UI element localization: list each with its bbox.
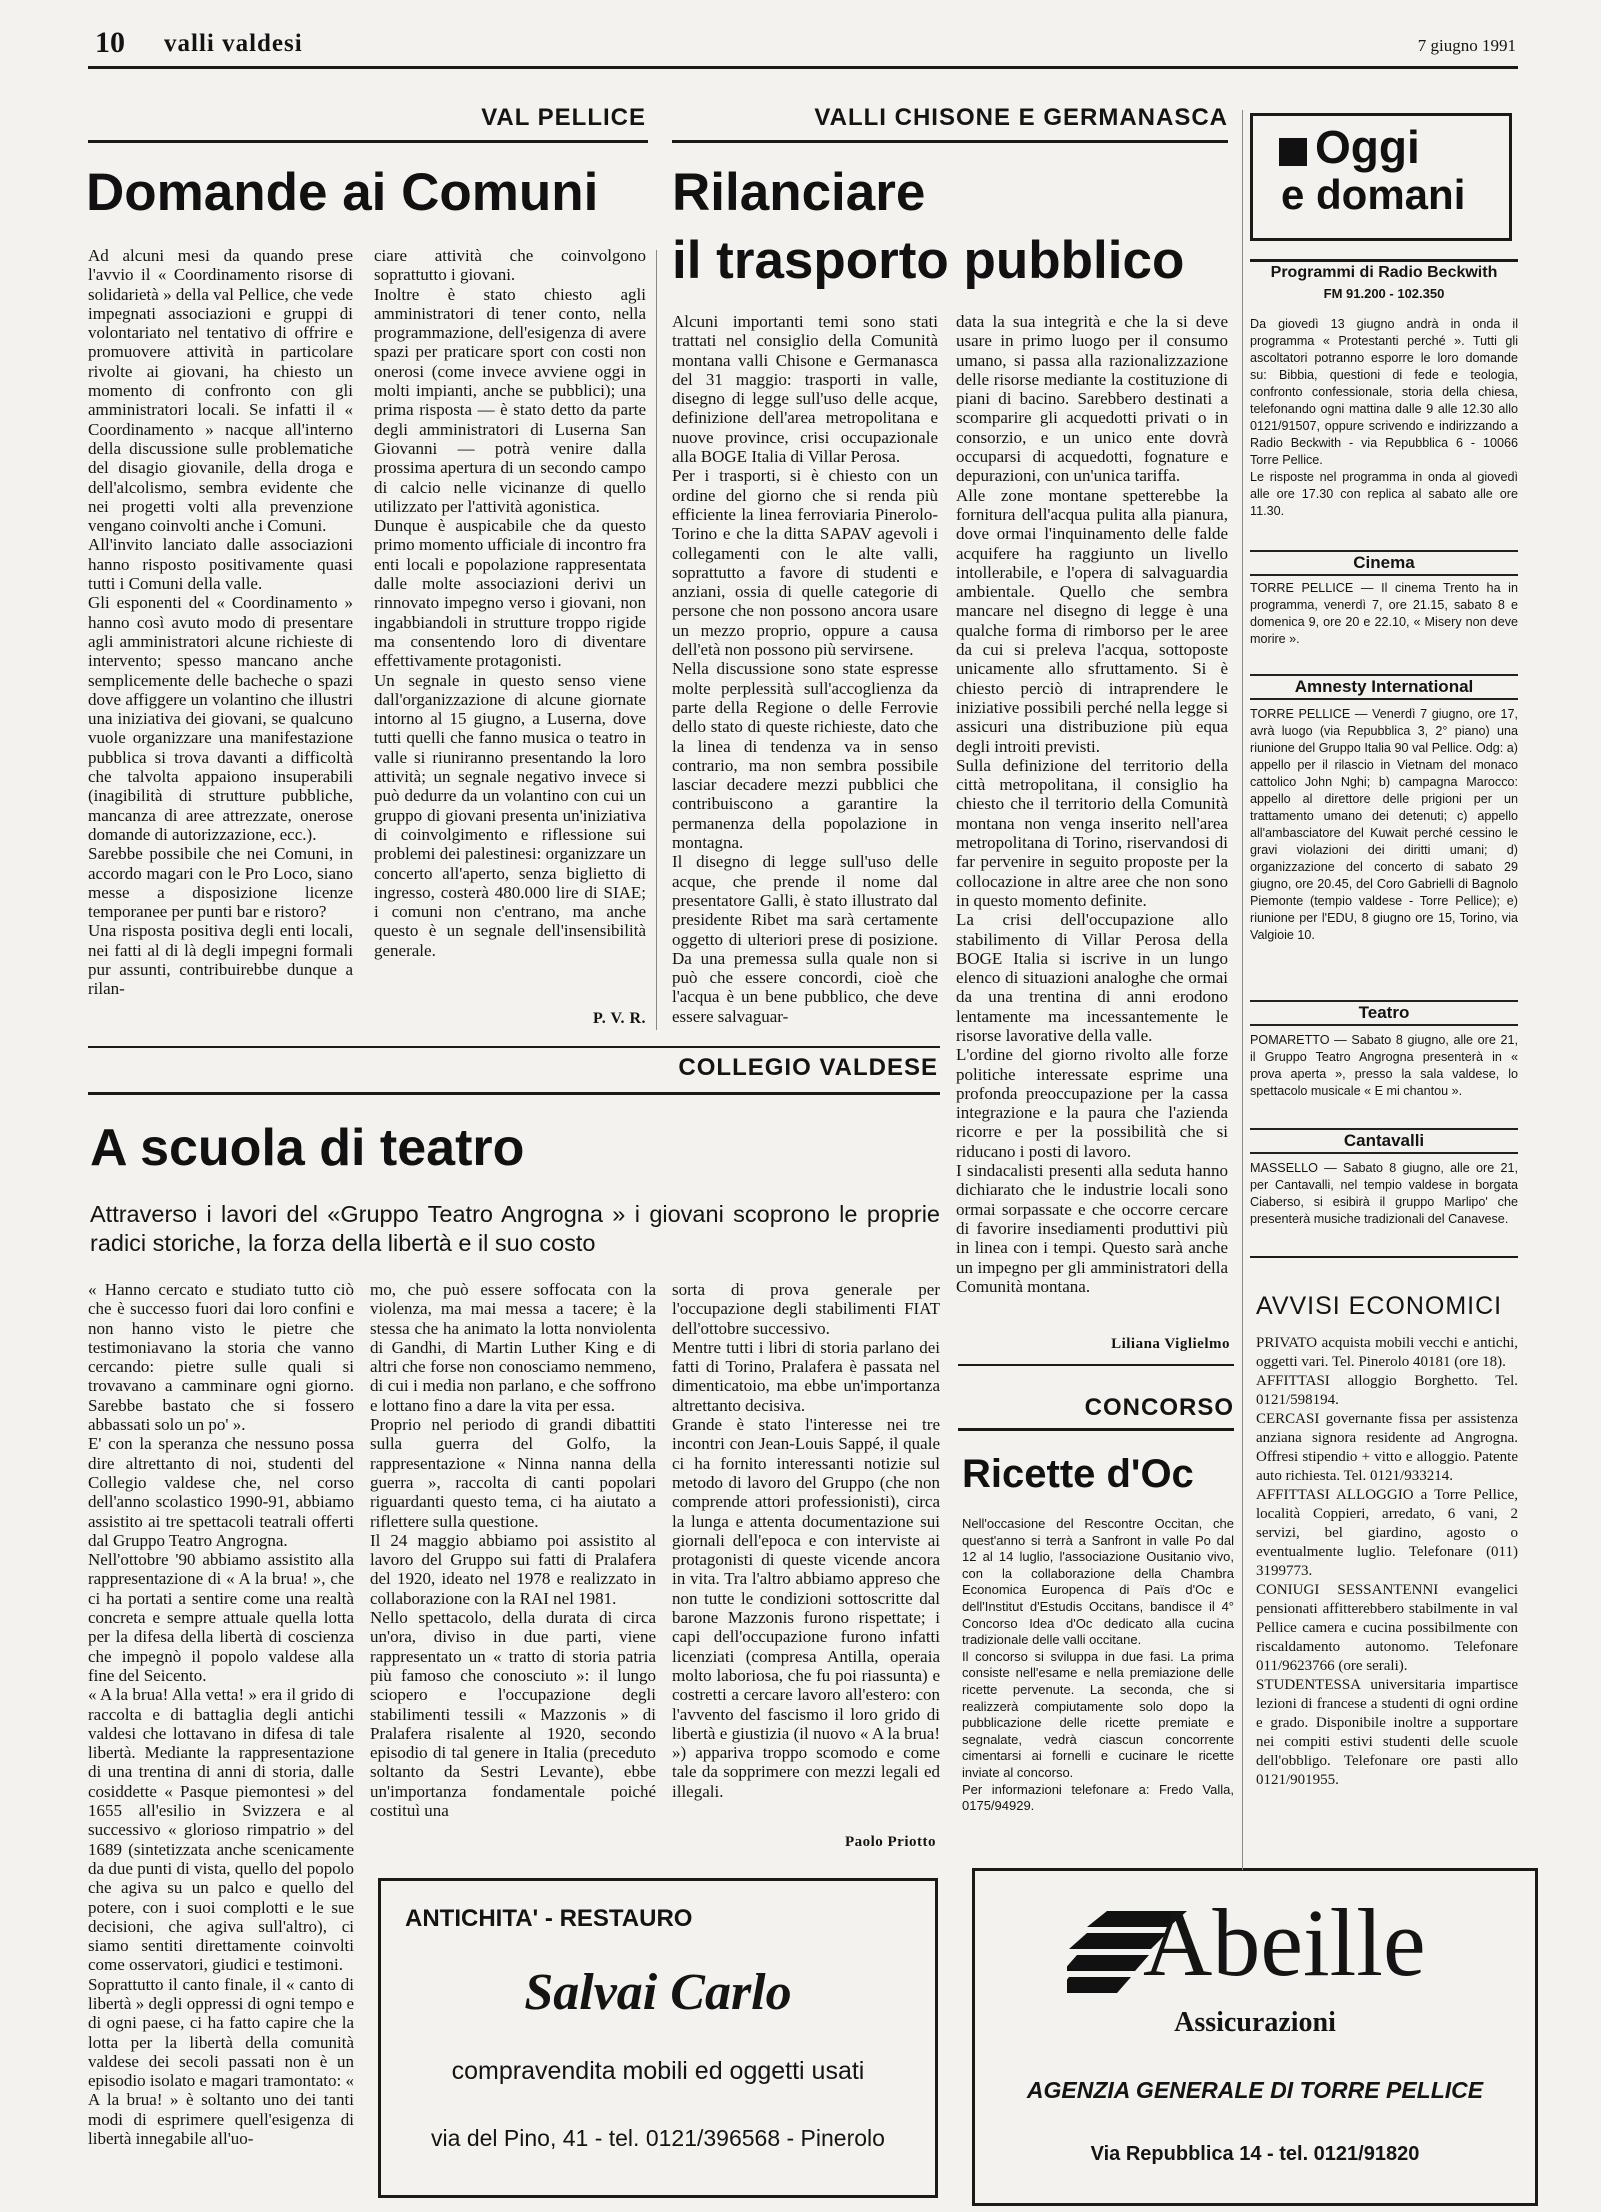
masthead-rule (88, 66, 1518, 69)
concorso-text: Nell'occasione del Rescontre Occitan, che quest'anno si terrà a Sanfront in valle Po dal 12 al 14 luglio, l'associazione Ousitanio vivo, con la collaborazione della Chambra Economica Europenca di Païs d'Oc e dell'Institut d'Estudis Occitans, bandisce il 4° Concorso Idea d'Oc dedicato alla cucina tradizionale delle valli occitane. Il concorso si sviluppa in due fasi. La prima consiste nell'esame e nella premiazione delle ricette pervenute. La seconda, che si realizzerà compiutamente solo dopo la pubblicazione delle ricette premiate e segnalate, vedrà ciascun concorrente cimentarsi ai fornelli e cucinare le ricette inviate al concorso. Per informazioni telefonare a: Fredo Valla, 0175/94929. (962, 1516, 1234, 1814)
cantavalli-heading: Cantavalli (1250, 1128, 1518, 1154)
art2-column-2: data la sua integrità e che la si deve usare in primo luogo per il consumo umano, si passa alla razionalizzazione delle risorse mediante la costituzione di piani di bacino. Sarebbero destinati a scomparire gli acquedotti privati o in consorzio, e un unico ente dovrà occuparsi di acquedotti, fognature e depurazioni, con un'unica tariffa. Alle zone montane spetterebbe la fornitura dell'acqua pulita alla pianura, dove ormai l'inquinamento delle falde acquifere ha raggiunto un livello intollerabile, e l'opera di salvaguardia ambientale. Quello che sembra mancare nel disegno di legge è una qualche forma di rimborso per le aree da cui si preleva l'acqua, sottoposte unicamente allo sfruttamento. Si è chiesto perciò di intraprendere le iniziative possibili perché nella legge si assicuri una distribuzione più equa degli introiti previsti. Sulla definizione del territorio della città metropolitana, il consiglio ha chiesto che il territorio della Comunità montana non venga inserito nell'area metropolitana di Torino, riservandosi di far pervenire in seguito proposte per la collocazione in altre aree che non sono in questo momento definite. La crisi dell'occupazione allo stabilimento di Villar Perosa della BOGE Italia si iscrive in un lungo elenco di situazioni analoghe che ormai da una trentina di anni erodono lentamente ma incessantemente le risorse lavorative della valle. L'ordine del giorno rivolto alle forze politiche interessate esprime una profonda preoccupazione per la cassa integrazione e la paura che l'azienda ricorre e per la possibilità che si riducano i posti di lavoro. I sindacalisti presenti alla seduta hanno dichiarato che le industrie locali sono ormai sorpassate e che occorre cercare di favorire insediamenti produttivi più in linea con i tempi. Questo sarà anche un impegno per gli amministratori della Comunità montana. (956, 312, 1228, 1296)
cantavalli-text: MASSELLO — Sabato 8 giugno, alle ore 21, per Cantavalli, nel tempio valdese in borgata Ciaberso, si esibirà il gruppo Marlipo' che presenterà musiche tradizionali del Canavese. (1250, 1161, 1518, 1226)
art2-signature: Liliana Viglielmo (1111, 1336, 1230, 1352)
paper-name: valli valdesi (164, 30, 303, 57)
ad-salvai-top: ANTICHITA' - RESTAURO (405, 1905, 693, 1932)
section-concorso: CONCORSO (1084, 1394, 1234, 1421)
art3-top-rule (88, 1046, 940, 1048)
concorso-rule (958, 1428, 1234, 1431)
headline-trasporto-pubblico: il trasporto pubblico (672, 231, 1185, 290)
art1-signature: P. V. R. (592, 1010, 646, 1027)
abeille-address: Via Repubblica 14 - tel. 0121/91820 (1090, 2143, 1420, 2165)
ad-salvai-carlo (378, 1878, 938, 2198)
art2-column-1: Alcuni importanti temi sono stati trattati nel consiglio della Comunità montana valli Chisone e Germanasca del 31 maggio: trasporti in valle, disegno di legge sull'uso delle acque, definizione dell'area metropolitana e nuove province, crisi occupazionale alla BOGE Italia di Villar Perosa. Per i trasporti, si è chiesto con un ordine del giorno che si renda più efficiente la linea ferroviaria Pinerolo-Torino e che la ditta SAPAV agevoli i collegamenti con le alte valli, soprattutto a favore di studenti e anziani, ossia di quelle categorie di persone che non possono ancora usare un mezzo proprio, oppure a causa dell'età non possono più servirsene. Nella discussione sono state espresse molte perplessità sull'accoglienza da parte della Regione o delle Ferrovie dello stato di queste richieste, dato che la linea di tendenza va in senso contrario, ma non sembra possibile lasciar decadere mezzi pubblici che contribuiscono a garantire la permanenza della popolazione in montagna. Il disegno di legge sull'uso delle acque, che prende il nome dal presentatore Galli, è stato illustrato dal presidente Ribet ma sarà certamente oggetto di ulteriori prese di posizione. Da una premessa sulla quale non si può che essere concordi, cioè che l'acqua è un bene pubblico, che deve essere salvaguar- (672, 312, 938, 1026)
section-collegio-valdese: COLLEGIO VALDESE (678, 1054, 938, 1081)
oggi-bottom-rule (1250, 1256, 1518, 1258)
amnesty-heading: Amnesty International (1250, 674, 1518, 700)
avvisi-text: PRIVATO acquista mobili vecchi e antichi, oggetti vari. Tel. Pinerolo 40181 (ore 18). AFFITTASI alloggio Borghetto. Tel. 0121/598194. CERCASI governante fissa per assistenza anziana signora residente ad Angrogna. Offresi stipendio + vitto e alloggio. Patente auto richiesta. Tel. 0121/933214. AFFITTASI ALLOGGIO a Torre Pellice, località Coppieri, arredato, 6 vani, 2 servizi, bel giardino, agosto o eventualmente luglio. Telefonare (011) 3199773. CONIUGI SESSANTENNI evangelici pensionati affitterebbero stabilmente in val Pellice camera e cucina possibilmente con riscaldamento autonomo. Telefonare 011/9623766 (ore serali). STUDENTESSA universitaria impartisce lezioni di francese a studenti di ogni ordine e grado. Disponibile inoltre a supportare nei compiti estivi studenti delle scuole dell'obbligo. Telefonare ore pasti allo 0121/901955. (1256, 1335, 1518, 1788)
radio-text: Da giovedì 13 giugno andrà in onda il programma « Protestanti perché ». Tutti gli ascoltatori potranno esporre le loro domande su: Bibbia, questioni di fede e teologia, confronto confessionale, storia della chiesa, telefonando ogni mattina dalle 9 alle 12.30 allo 0121/91507, oppure scrivendo e indirizzando a Radio Beckwith - via Repubblica 6 - 10066 Torre Pellice. Le risposte nel programma in onda al giovedì alle ore 17.30 con replica al sabato alle ore 11.30. (1250, 317, 1518, 518)
section-rule-collegio (88, 1092, 940, 1095)
domani-title: e domani (1281, 171, 1466, 218)
art3-column-1: « Hanno cercato e studiato tutto ciò che è successo fuori dai loro confini e non hanno visto le pietre che testimoniavano la storia che vanno cercando: pietre sulle quali si trovavano a camminare ogni giorno. Sarebbe bastato che si fossero abbassati solo un po' ». E' con la speranza che nessuno possa dire altrettanto di noi, studenti del Collegio valdese che, nel corso dell'anno scolastico 1990-91, abbiamo assistito ai tre spettacoli teatrali offerti dal Gruppo Teatro Angrogna. Nell'ottobre '90 abbiamo assistito alla rappresentazione di « A la brua! », che ci ha portati a sentire come una realtà concreta e sempre attuale quella lotta per la difesa della libertà di coscienza che impegnò il popolo valdese alla fine del Seicento. « A la brua! Alla vetta! » era il grido di raccolta e di battaglia degli antichi valdesi che lottavano in difesa di tale libertà. Mediante la rappresentazione di una trentina di anni di storia, dalle cosiddette « Pasque piemontesi » del 1655 all'esilio in Svizzera e al successivo « glorioso rimpatrio » del 1689 (sintetizzata anche scenicamente da due punti di vista, quello del popolo che agiva su un palco e quello del potere, con i suoi complotti e le sue decisioni, che agiva sull'altro), ci siamo sentiti direttamente coinvolti come osservatori, giudici e testimoni. Soprattutto il canto finale, il « canto di libertà » degli oppressi di ogni tempo e di ogni paese, ci ha fatto capire che la lotta per la libertà della comunità valdese dei secoli passati non è un episodio isolato e magari tramontato: « A la brua! » è soltanto uno dei tanti modi di esprimere quell'esigenza di libertà innegabile all'uo- (88, 1280, 354, 2149)
square-bullet-icon (1279, 138, 1307, 166)
oggi-e-domani-box (1250, 113, 1512, 241)
ad-abeille (972, 1868, 1538, 2206)
radio-top-rule (1250, 259, 1518, 262)
headline-rilanciare: Rilanciare (672, 163, 926, 222)
art3-column-2: mo, che può essere soffocata con la violenza, ma mai messa a tacere; è la stessa che ha animato la lotta nonviolenta di Gandhi, di Martin Luther King e di altri che forse non conosciamo nemmeno, di cui i media non parlano, e che soffrono e lottano fino a dare la vita per essa. Proprio nel periodo di grandi dibattiti sulla guerra del Golfo, la rappresentazione « Ninna nanna della guerra », raccolta di canti popolari riguardanti questo tema, ci ha aiutato a riflettere sulla questione. Il 24 maggio abbiamo poi assistito al lavoro del Gruppo sui fatti di Pralafera del 1920, ideato nel 1978 e realizzato in collaborazione con la RAI nel 1981. Nello spettacolo, della durata di circa un'ora, diviso in due parti, viene rappresentato un « tratto di storia patria più famoso che conosciuto »: il lungo sciopero e l'occupazione degli stabilimenti tessili « Mazzonis » di Pralafera risalente al 1920, secondo episodio di tal genere in Italia (preceduto soltanto da Sestri Levante), ebbe un'importanza fondamentale poiché costituì una (370, 1280, 656, 1821)
column-rule-2 (1242, 110, 1243, 1870)
column-rule-1 (656, 250, 657, 1030)
oggi-title: Oggi (1315, 121, 1420, 173)
headline-ricette-d-oc: Ricette d'Oc (962, 1452, 1194, 1496)
section-rule-val-pellice (88, 140, 648, 143)
abeille-sub: Assicurazioni (1174, 2007, 1336, 2038)
avvisi-title: AVVISI ECONOMICI (1256, 1292, 1503, 1320)
teatro-heading: Teatro (1250, 1000, 1518, 1026)
amnesty-text: TORRE PELLICE — Venerdì 7 giugno, ore 17, avrà luogo (via Repubblica 3, 2° piano) una riunione del Gruppo Italia 90 val Pellice. Odg: a) appello per il rilascio in Vietnam del monaco cattolico John Nghi; b) campagna Marocco: appello al direttore delle prigioni per un trattamento umano dei detenuti; c) appello all'ambasciatore del Kuwait perché cessino le gravi violazioni dei diritti umani; d) organizzazione del concerto di sabato 29 giugno, ore 20.45, del Coro Gabrielli di Bagnolo Piemonte (tempio valdese - Torre Pellice); e) riunione per l'EDU, 8 giugno ore 15, Torino, via Valgioie 10. (1250, 707, 1518, 942)
headline-a-scuola-di-teatro: A scuola di teatro (90, 1119, 525, 1177)
abeille-brand: Abeille (1143, 1889, 1426, 1996)
art1-column-2: ciare attività che coinvolgono soprattutto i giovani. Inoltre è stato chiesto agli amministratori di tener conto, nella programmazione, dell'esigenza di avere spazi per praticare sport con costi non onerosi (come invece avviene oggi in molti impianti, anche se pubblici); una prima risposta — è stato detto da parte degli amministratori di Luserna San Giovanni — potrà venire dalla prossima apertura di un secondo campo di calcio nelle vicinanze di quello utilizzato per l'attività agonistica. Dunque è auspicabile che da questo primo momento ufficiale di incontro fra enti locali e popolazione rappresentata dalle molte associazioni derivi un rinnovato impegno verso i giovani, non ingabbiandoli in strutture troppo rigide ma consentendo loro di diventare effettivamente protagonisti. Un segnale in questo senso viene dall'organizzazione di alcune giornate intorno al 15 giugno, a Luserna, dove tutti quelli che fanno musica o teatro in valle si riuniranno presentando la loro attività; un segnale negativo invece si può dedurre da un volantino con cui un gruppo di giovani presenta un'iniziativa di coinvolgimento e riflessione sui problemi dei palestinesi: organizzare un concerto all'aperto, senza biglietto di ingresso, costerà 480.000 lire di SIAE; i comuni non c'entrano, ma anche questo è un segnale dell'insensibilità generale. (374, 246, 646, 960)
art3-column-3: sorta di prova generale per l'occupazione degli stabilimenti FIAT dell'ottobre successivo. Mentre tutti i libri di storia parlano dei fatti di Torino, Pralafera è passata nel dimenticatoio, ma ebbe un'importanza altrettanto decisiva. Grande è stato l'interesse nei tre incontri con Jean-Louis Sappé, il quale ci ha fornito interessanti notizie sul metodo di lavoro del Gruppo (che non comprende attori professionisti), circa la lunga e attenta documentazione sui giornali dell'epoca e con interviste ai protagonisti di queste vicende ancora in vita. Tra l'altro abbiamo appreso che non tutte le condizioni sottoscritte dal barone Mazzonis furono rispettate; i capi dell'occupazione furono infatti licenziati (compresa Antilla, operaia molto laboriosa, che fu poi riassunta) e costretti a cercare lavoro all'estero: con l'avvento del fascismo il loro grido di libertà e giustizia (il nuovo « A la brua! ») appariva troppo scomodo e come tale da sopprimere con mezzi legali ed illegali. (672, 1280, 940, 1801)
art1-column-1: Ad alcuni mesi da quando prese l'avvio il « Coordinamento risorse di solidarietà » della val Pellice, che vede impegnati associazioni e gruppi di volontariato nel tentativo di offrire e promuovere attività in particolare rivolte ai giovani, ha chiesto un momento di confronto con gli amministratori locali. Se infatti il « Coordinamento » nacque all'interno della discussione sulle problematiche del disagio giovanile, della droga e dell'alcolismo, sembra evidente che nei progetti volti alla prevenzione vengano coinvolti anche i Comuni. All'invito lanciato dalle associazioni hanno risposto positivamente quasi tutti i Comuni della valle. Gli esponenti del « Coordinamento » hanno così avuto modo di presentare agli amministratori alcune richieste di intervento; spesso mancano anche semplicemente delle bacheche o spazi dove affiggere un volantino che illustri una iniziativa dei giovani, se qualcuno vuole organizzare una manifestazione pubblica si trova davanti a difficoltà che talvolta appaiono insuperabili (inagibilità di strutture pubbliche, mancanza di aree attrezzate, onerose domande di autorizzazione, ecc.). Sarebbe possibile che nei Comuni, in accordo magari con le Pro Loco, siano messe a disposizione licenze temporanee per punti bar e ristoro? Una risposta positiva degli enti locali, nei fatti al di là degli impegni formali pur assunti, contribuirebbe dunque a rilan- (88, 246, 353, 999)
page-number: 10 (95, 26, 125, 59)
radio-title: Programmi di Radio Beckwith (1270, 264, 1498, 281)
concorso-top-rule (958, 1364, 1234, 1366)
radio-frequency: FM 91.200 - 102.350 (1323, 286, 1445, 301)
cinema-text: TORRE PELLICE — Il cinema Trento ha in programma, venerdì 7, ore 21.15, sabato 8 e domenica 9, ore 20 e 22.10, « Misery non deve morire ». (1250, 581, 1518, 646)
abeille-agency: AGENZIA GENERALE DI TORRE PELLICE (1026, 2077, 1484, 2103)
art3-signature: Paolo Priotto (844, 1834, 936, 1850)
art3-subtitle: Attraverso i lavori del «Gruppo Teatro Angrogna » i giovani scoprono le proprie radici storiche, la forza della libertà e il suo costo (90, 1201, 940, 1256)
section-val-pellice: VAL PELLICE (481, 104, 646, 131)
cinema-heading: Cinema (1250, 550, 1518, 576)
teatro-text: POMARETTO — Sabato 8 giugno, alle ore 21, il Gruppo Teatro Angrogna presenterà in « prova aperta », presso la sala valdese, lo spettacolo musicale « E mi chantou ». (1250, 1033, 1518, 1098)
ad-salvai-address: via del Pino, 41 - tel. 0121/396568 - Pinerolo (431, 2125, 885, 2151)
headline-domande-ai-comuni: Domande ai Comuni (86, 163, 599, 222)
section-valli-chisone: VALLI CHISONE E GERMANASCA (814, 104, 1228, 131)
ad-salvai-line: compravendita mobili ed oggetti usati (451, 2057, 865, 2085)
issue-date: 7 giugno 1991 (1417, 36, 1516, 55)
ad-salvai-name: Salvai Carlo (524, 1964, 792, 2021)
section-rule-chisone (672, 140, 1228, 143)
abeille-logo (1067, 1889, 1457, 2011)
